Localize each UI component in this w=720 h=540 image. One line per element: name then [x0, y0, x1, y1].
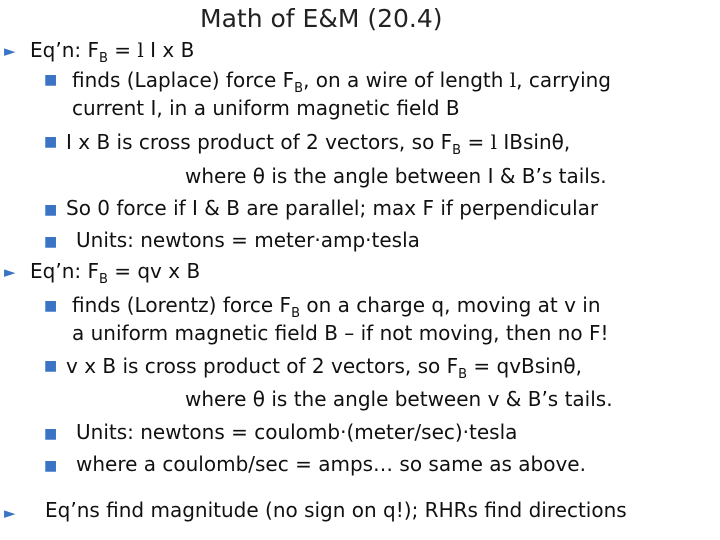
equation-1-prefix: Eq’n: F — [30, 38, 99, 62]
equation-1-detail-1-line-1 — [72, 68, 611, 96]
equation-1-detail-1-length-symbol: l — [509, 68, 517, 92]
equation-2-prefix: Eq’n: F — [30, 259, 99, 283]
equation-1-detail-1-text-a: finds (Laplace) force F — [72, 68, 295, 92]
equation-1-detail-4: Units: newtons = meter·amp·tesla — [76, 228, 420, 252]
equation-1-detail-2-length-symbol: l — [490, 130, 497, 154]
square-bullet-icon: ■ — [44, 298, 58, 314]
equation-1-middle: = — [107, 38, 138, 62]
right-triangle-arrow-icon: ► — [4, 42, 16, 60]
equation-1-detail-1-subscript: B — [294, 81, 304, 96]
equation-1-detail-1-text-c: , carrying — [516, 68, 611, 92]
equation-2-detail-1-subscript: B — [291, 306, 300, 321]
square-bullet-icon: ■ — [44, 72, 58, 88]
equation-2-detail-3: Units: newtons = coulomb·(meter/sec)·tesla — [76, 420, 518, 444]
equation-1-detail-2-line-1 — [66, 130, 571, 158]
square-bullet-icon: ■ — [44, 234, 58, 250]
equation-1-line — [30, 38, 195, 66]
square-bullet-icon: ■ — [44, 134, 58, 150]
equation-2-detail-1-text-a: finds (Lorentz) force F — [72, 293, 292, 317]
equation-2-line — [30, 259, 201, 287]
equation-1-suffix: I x B — [143, 38, 195, 62]
equation-2-detail-2-line-2: where θ is the angle between v & B’s tails. — [185, 387, 613, 411]
right-triangle-arrow-icon: ► — [4, 263, 16, 281]
equation-2-suffix: = qv x B — [107, 259, 201, 283]
equation-1-length-symbol: l — [137, 38, 144, 62]
equation-1-detail-2-text-c: IBsinθ, — [496, 130, 571, 154]
equation-1-detail-3: So 0 force if I & B are parallel; max F if perpendicular — [66, 196, 599, 220]
square-bullet-icon: ■ — [44, 202, 58, 218]
equation-1-subscript: B — [98, 51, 108, 66]
equation-2-detail-2-subscript: B — [458, 367, 468, 382]
equation-2-detail-2-text-b: = qvBsinθ, — [467, 354, 583, 378]
square-bullet-icon: ■ — [44, 358, 58, 374]
equation-2-detail-4: where a coulomb/sec = amps… so same as above. — [76, 452, 586, 476]
equation-2-detail-1-line-1 — [72, 293, 601, 321]
equation-1-detail-2-text-b: = — [461, 130, 491, 154]
equation-2-detail-2-line-1 — [66, 354, 583, 382]
equation-2-detail-1-line-2: a uniform magnetic field B – if not moving, then no F! — [72, 321, 609, 345]
equation-1-detail-1-text-b: , on a wire of length — [303, 68, 510, 92]
equation-2-detail-2-text-a: v x B is cross product of 2 vectors, so F — [66, 354, 459, 378]
equation-1-detail-1-line-2: current I, in a uniform magnetic field B — [72, 96, 460, 120]
square-bullet-icon: ■ — [44, 426, 58, 442]
final-summary: Eq’ns find magnitude (no sign on q!); RHRs find directions — [45, 498, 627, 522]
square-bullet-icon: ■ — [44, 458, 58, 474]
right-triangle-arrow-icon: ► — [4, 504, 16, 522]
equation-2-detail-1-text-b: on a charge q, moving at v in — [299, 293, 601, 317]
equation-2-subscript: B — [98, 272, 108, 287]
slide-title: Math of E&M (20.4) — [200, 4, 443, 33]
equation-1-detail-2-text-a: I x B is cross product of 2 vectors, so F — [66, 130, 453, 154]
equation-1-detail-2-line-2: where θ is the angle between I & B’s tails. — [185, 164, 607, 188]
equation-1-detail-2-subscript: B — [452, 143, 462, 158]
